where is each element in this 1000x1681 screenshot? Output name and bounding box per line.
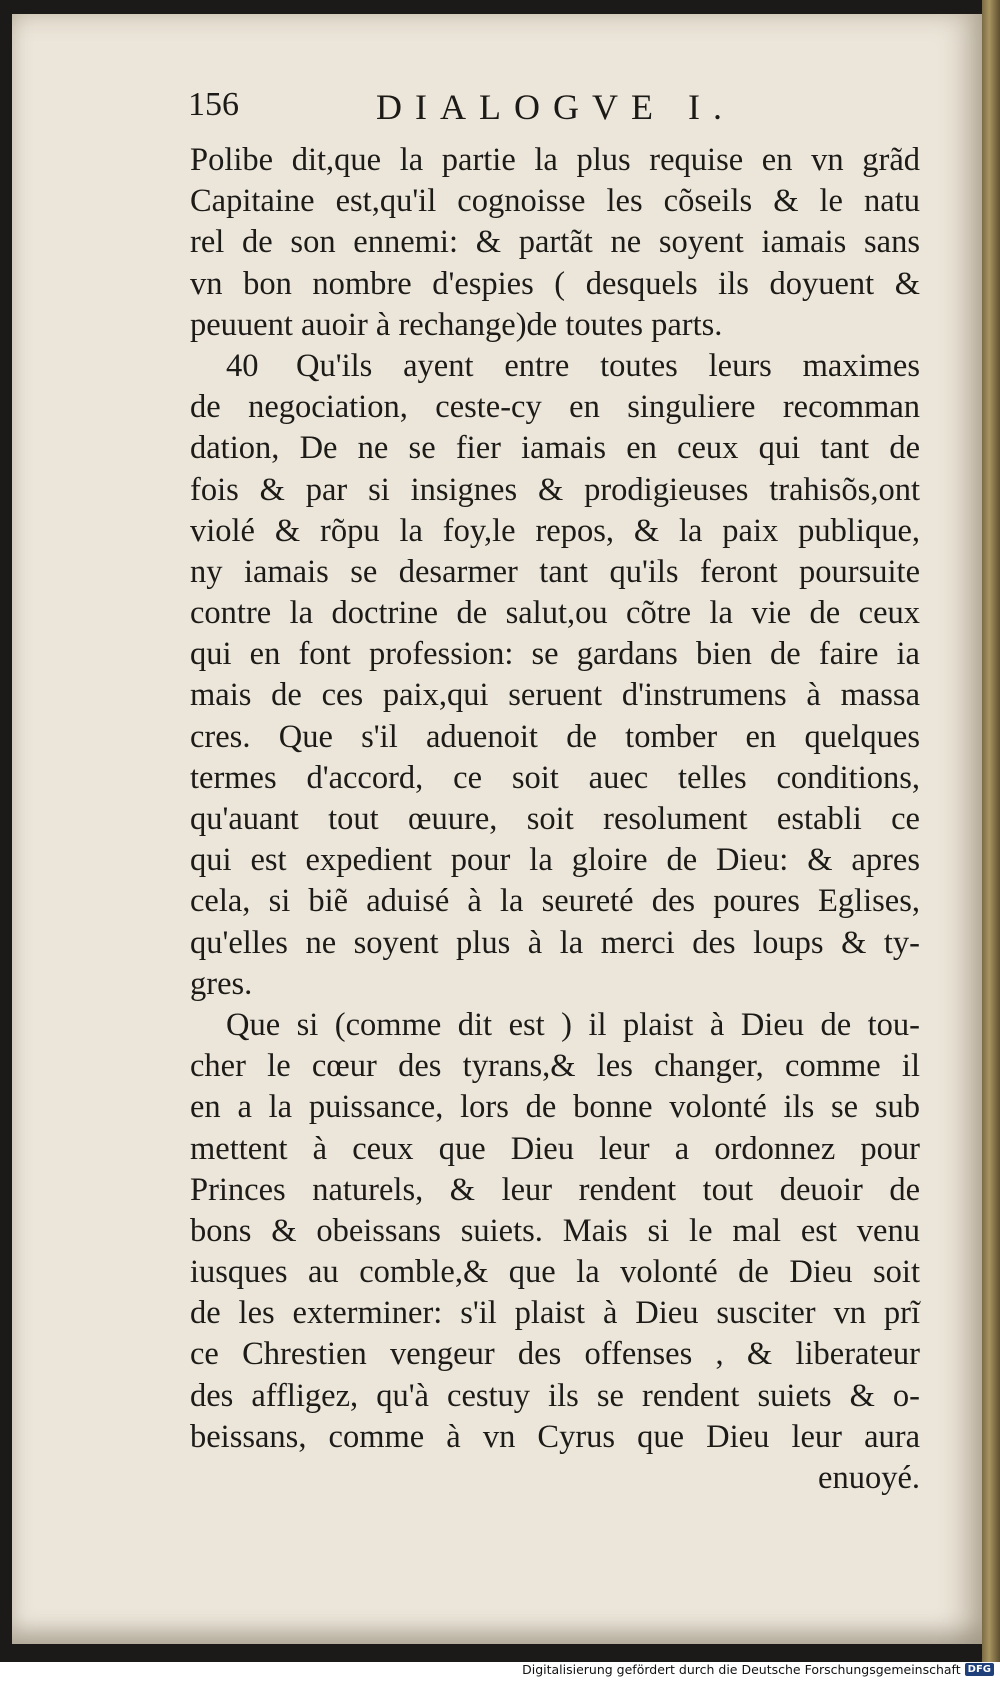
text-line: qui en font profession: se gardans bien de faire ia xyxy=(190,636,920,673)
text-line: en a la puissance, lors de bonne volonté ils se sub xyxy=(190,1089,920,1126)
text-line: Polibe dit,que la partie la plus requise en vn grãd xyxy=(190,142,920,178)
text-line: cher le cœur des tyrans,& les changer, comme il xyxy=(190,1048,920,1085)
page-number: 156 xyxy=(188,86,239,123)
text-line: rel de son ennemi: & partãt ne soyent iamais sans xyxy=(190,224,920,261)
text-line: qu'auant tout œuure, soit resolument establi ce xyxy=(190,801,920,837)
text-line: dation, De ne se fier iamais en ceux qui tant de xyxy=(190,430,920,467)
text-line: termes d'accord, ce soit auec telles conditions, xyxy=(190,759,920,796)
text-line: mettent à ceux que Dieu leur a ordonnez pour xyxy=(190,1130,920,1167)
credit-text: Digitalisierung gefördert durch die Deutsche Forschungsgemeinschaft xyxy=(522,1662,961,1677)
page-header xyxy=(188,86,908,146)
text-line: de negociation, ceste-cy en singuliere recomman xyxy=(190,389,920,426)
text-line: qu'elles ne soyent plus à la merci des loups & ty- xyxy=(190,924,920,961)
text-line: des affligez, qu'à cestuy ils se rendent suiets & o- xyxy=(190,1377,920,1414)
text-line: mais de ces paix,qui seruent d'instrumens à massa xyxy=(190,677,920,714)
text-line: qui est expedient pour la gloire de Dieu: & apres xyxy=(190,842,920,879)
book-page xyxy=(12,14,982,1644)
text-line-numbered xyxy=(190,346,920,387)
book-edge xyxy=(982,0,1000,1662)
paragraph-number: 40 xyxy=(226,347,259,384)
text-line: vn bon nombre d'espies ( desquels ils doyuent & xyxy=(190,265,920,302)
text-line: ny iamais se desarmer tant qu'ils feront poursuite xyxy=(190,553,920,590)
text-line: iusques au comble,& que la volonté de Dieu soit xyxy=(190,1254,920,1291)
text-line: Que si (comme dit est ) il plaist à Dieu de tou- xyxy=(226,1006,920,1043)
text-line: peuuent auoir à rechange)de toutes parts. xyxy=(190,306,723,343)
text-line: fois & par si insignes & prodigieuses trahisõs,ont xyxy=(190,471,920,508)
running-head: DIALOGVE I. xyxy=(376,87,735,127)
text-line-indented xyxy=(190,1005,920,1046)
text-line: cela, si biẽ aduisé à la seureté des poures Eglises, xyxy=(190,883,920,920)
text-line: Princes naturels, & leur rendent tout deuoir de xyxy=(190,1171,920,1208)
text-line: de les exterminer: s'il plaist à Dieu susciter vn prĩ xyxy=(190,1295,920,1332)
text-line: violé & rõpu la foy,le repos, & la paix publique, xyxy=(190,512,920,549)
text-line: Capitaine est,qu'il cognoisse les cõseils & le natu xyxy=(190,183,920,220)
dfg-logo: DFG xyxy=(965,1663,994,1676)
digitization-credit xyxy=(522,1662,994,1677)
text-line: ce Chrestien vengeur des offenses , & liberateur xyxy=(190,1336,920,1373)
text-line: cres. Que s'il aduenoit de tomber en quelques xyxy=(190,718,920,755)
text-line: contre la doctrine de salut,ou cõtre la vie de ceux xyxy=(190,595,920,632)
page-body xyxy=(190,140,920,1499)
text-line: bons & obeissans suiets. Mais si le mal est venu xyxy=(190,1212,920,1249)
text-line: beissans, comme à vn Cyrus que Dieu leur aura xyxy=(190,1418,920,1455)
catchword: enuoyé. xyxy=(818,1460,920,1496)
text-line: Qu'ils ayent entre toutes leurs maximes xyxy=(296,347,920,384)
text-line: gres. xyxy=(190,965,253,1002)
